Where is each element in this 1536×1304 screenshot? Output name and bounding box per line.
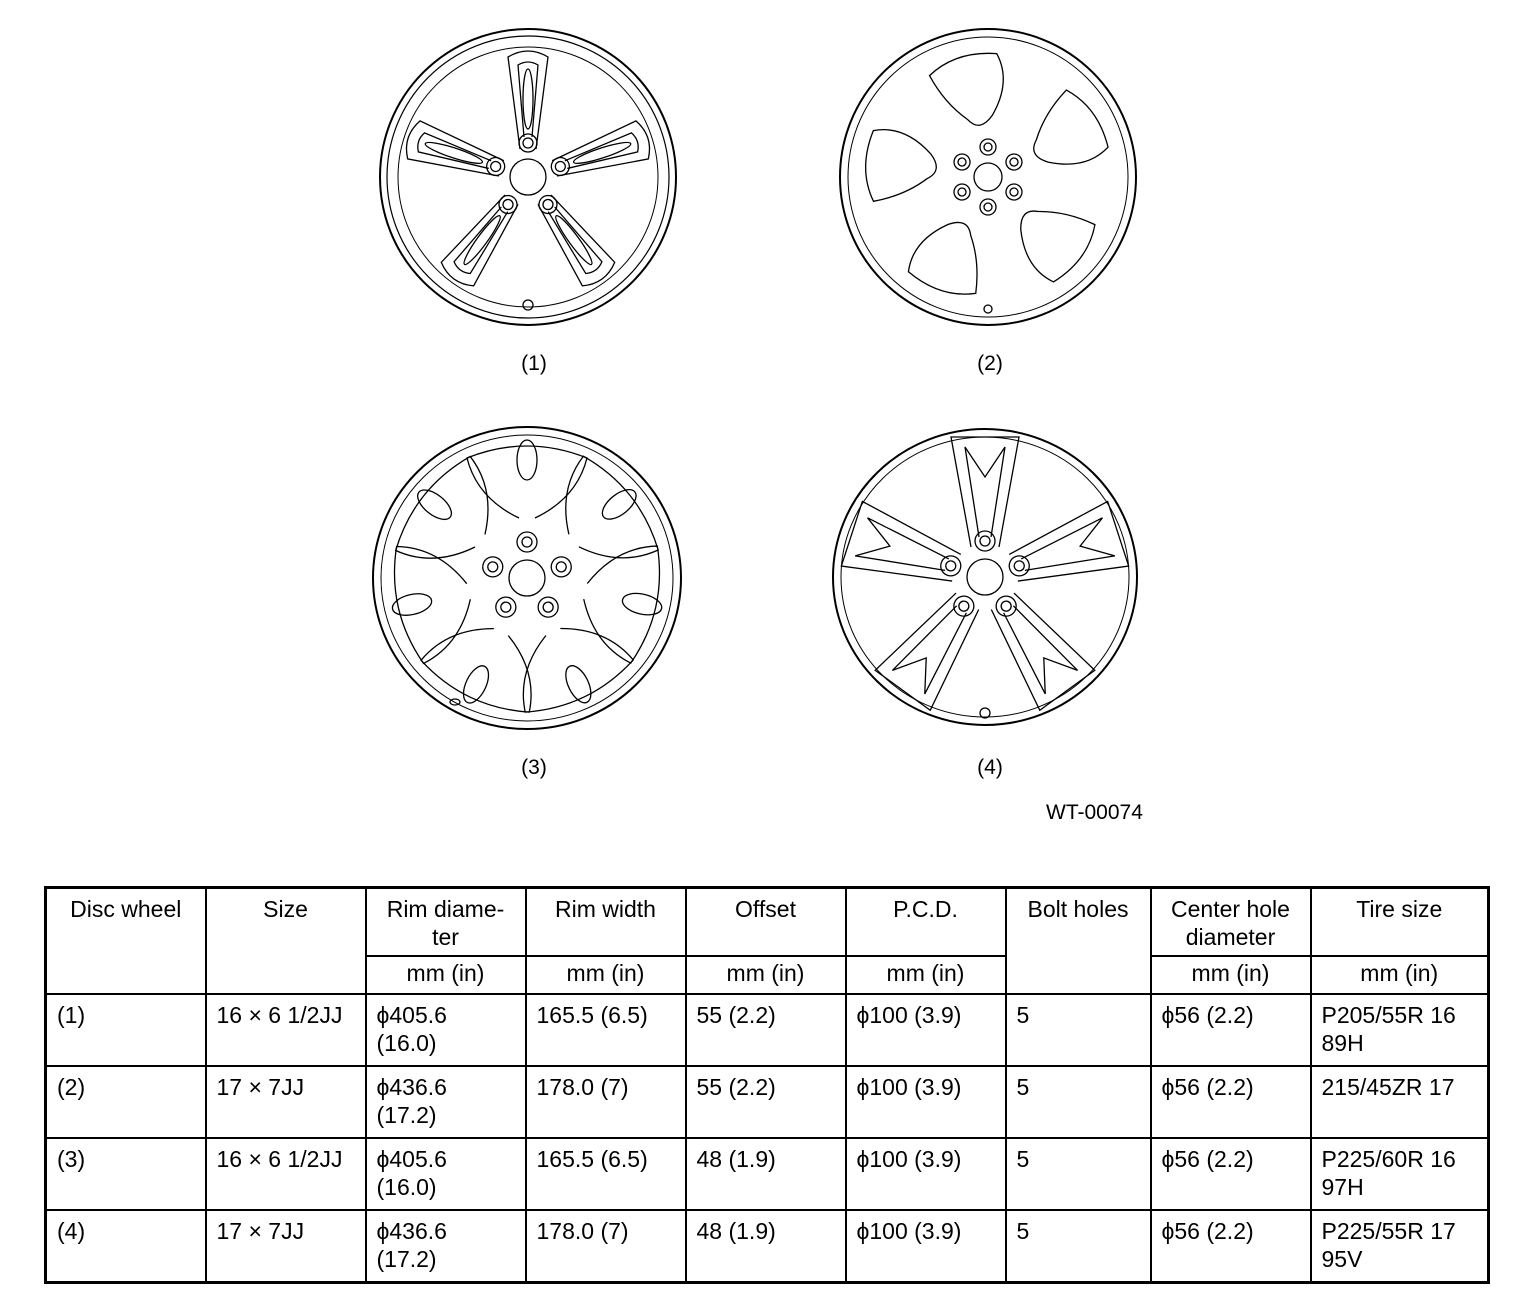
- rim-diameter-mm: ϕ436.6: [376, 1218, 447, 1244]
- table-row: [46, 1138, 1489, 1210]
- tire-size-line-2: 97H: [1321, 1174, 1364, 1200]
- wheel-2-drawing: [836, 25, 1140, 329]
- unit-center-hole: mm (in): [1151, 956, 1311, 994]
- cell-rim-diameter: [366, 994, 526, 1066]
- disc-wheel-spec-table: [44, 886, 1490, 1284]
- rim-diameter-mm: ϕ436.6: [376, 1074, 447, 1100]
- table-row: [46, 994, 1489, 1066]
- tire-size-line-1: 215/45ZR 17: [1321, 1074, 1455, 1100]
- cell-bolt-holes: 5: [1006, 1066, 1151, 1138]
- cell-pcd: ϕ100 (3.9): [846, 1210, 1006, 1283]
- cell-pcd: ϕ100 (3.9): [846, 1138, 1006, 1210]
- cell-center-hole: ϕ56 (2.2): [1151, 1066, 1311, 1138]
- rim-diameter-in: (17.2): [376, 1246, 437, 1272]
- header-rim-diameter: Rim diame- ter: [366, 888, 526, 957]
- wheel-1-caption: (1): [521, 352, 547, 375]
- header-disc-wheel: Disc wheel: [46, 888, 206, 995]
- cell-tire-size: [1311, 1138, 1489, 1210]
- cell-pcd: ϕ100 (3.9): [846, 994, 1006, 1066]
- header-tire-size: Tire size: [1311, 888, 1489, 957]
- cell-rim-diameter: [366, 1210, 526, 1283]
- cell-offset: 48 (1.9): [686, 1210, 846, 1283]
- wheel-4-drawing: [829, 426, 1141, 728]
- cell-wheel: (4): [46, 1210, 206, 1283]
- tire-size-line-1: P205/55R 16: [1321, 1002, 1456, 1028]
- cell-offset: 48 (1.9): [686, 1138, 846, 1210]
- rim-diameter-in: (16.0): [376, 1174, 437, 1200]
- wheel-4-caption: (4): [977, 756, 1003, 779]
- cell-bolt-holes: 5: [1006, 1210, 1151, 1283]
- cell-wheel: (1): [46, 994, 206, 1066]
- rim-diameter-mm: ϕ405.6: [376, 1146, 447, 1172]
- cell-rim-diameter: [366, 1066, 526, 1138]
- table-row: [46, 1066, 1489, 1138]
- cell-rim-width: 165.5 (6.5): [526, 1138, 686, 1210]
- rim-diameter-in: (16.0): [376, 1030, 437, 1056]
- cell-tire-size: [1311, 994, 1489, 1066]
- header-pcd: P.C.D.: [846, 888, 1006, 957]
- cell-tire-size: [1311, 1210, 1489, 1283]
- cell-bolt-holes: 5: [1006, 1138, 1151, 1210]
- rim-diameter-mm: ϕ405.6: [376, 1002, 447, 1028]
- cell-size: 17 × 7JJ: [206, 1210, 366, 1283]
- cell-center-hole: ϕ56 (2.2): [1151, 994, 1311, 1066]
- unit-tire-size: mm (in): [1311, 956, 1489, 994]
- cell-rim-width: 178.0 (7): [526, 1066, 686, 1138]
- header-rim-width: Rim width: [526, 888, 686, 957]
- cell-pcd: ϕ100 (3.9): [846, 1066, 1006, 1138]
- header-offset: Offset: [686, 888, 846, 957]
- cell-center-hole: ϕ56 (2.2): [1151, 1138, 1311, 1210]
- header-center-hole: Center hole diameter: [1151, 888, 1311, 957]
- wheel-3-caption: (3): [521, 756, 547, 779]
- unit-rim-diameter: mm (in): [366, 956, 526, 994]
- header-bolt-holes: Bolt holes: [1006, 888, 1151, 995]
- cell-center-hole: ϕ56 (2.2): [1151, 1210, 1311, 1283]
- unit-pcd: mm (in): [846, 956, 1006, 994]
- cell-offset: 55 (2.2): [686, 994, 846, 1066]
- cell-wheel: (2): [46, 1066, 206, 1138]
- unit-offset: mm (in): [686, 956, 846, 994]
- wheel-3-drawing: [367, 423, 687, 733]
- table-row: [46, 1210, 1489, 1283]
- cell-size: 16 × 6 1/2JJ: [206, 1138, 366, 1210]
- cell-wheel: (3): [46, 1138, 206, 1210]
- cell-offset: 55 (2.2): [686, 1066, 846, 1138]
- header-size: Size: [206, 888, 366, 995]
- tire-size-line-1: P225/55R 17: [1321, 1218, 1456, 1244]
- wheel-2-caption: (2): [977, 352, 1003, 375]
- cell-rim-width: 165.5 (6.5): [526, 994, 686, 1066]
- cell-rim-diameter: [366, 1138, 526, 1210]
- cell-bolt-holes: 5: [1006, 994, 1151, 1066]
- unit-rim-width: mm (in): [526, 956, 686, 994]
- tire-size-line-1: P225/60R 16: [1321, 1146, 1456, 1172]
- tire-size-line-2: 89H: [1321, 1030, 1364, 1056]
- tire-size-line-2: 95V: [1321, 1246, 1363, 1272]
- cell-size: 16 × 6 1/2JJ: [206, 994, 366, 1066]
- cell-rim-width: 178.0 (7): [526, 1210, 686, 1283]
- wheel-1-drawing: [376, 25, 680, 329]
- cell-size: 17 × 7JJ: [206, 1066, 366, 1138]
- cell-tire-size: [1311, 1066, 1489, 1138]
- rim-diameter-in: (17.2): [376, 1102, 437, 1128]
- figure-id: WT-00074: [1046, 801, 1143, 824]
